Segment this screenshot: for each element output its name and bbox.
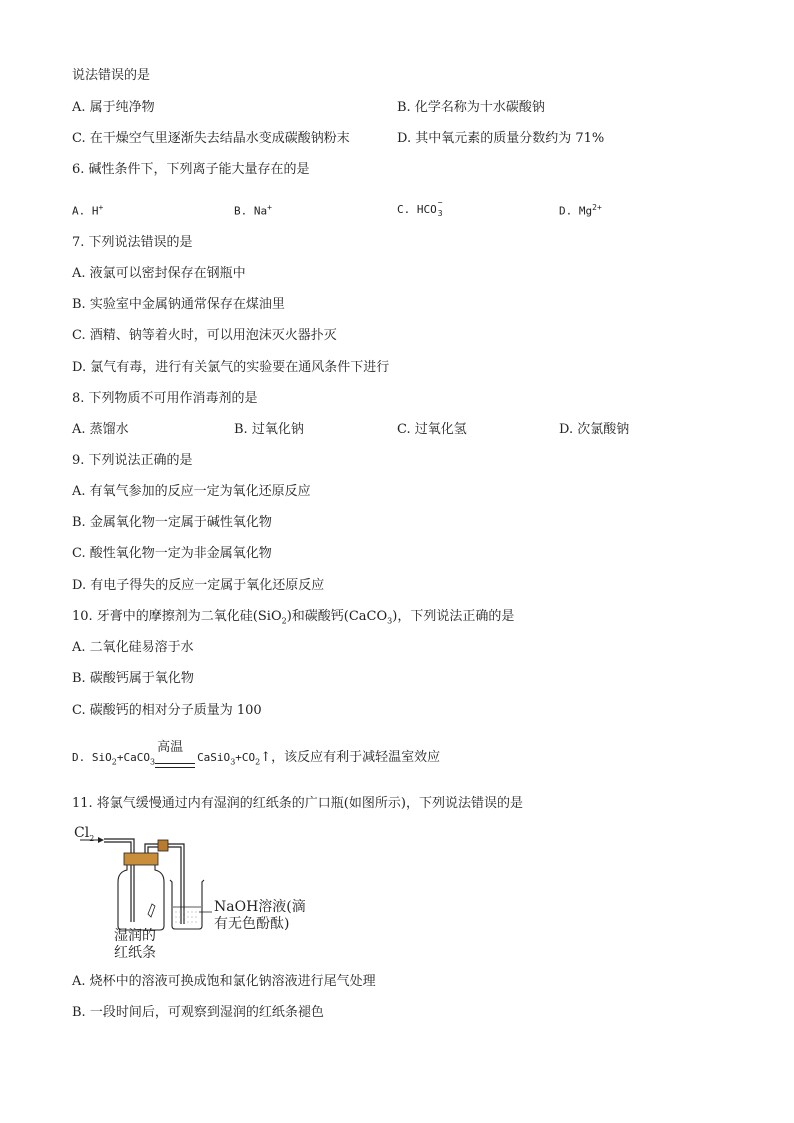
q7-option-d: D. 氯气有毒，进行有关氯气的实验要在通风条件下进行 (72, 360, 390, 375)
q8-option-a: A. 蒸馏水 (72, 422, 129, 437)
q10-option-d: D. SiO$_2$+CaCO$_3$ 高温 $CaSiO_3+CO_2↑$，该反应有利于减轻温室效应 (72, 749, 440, 772)
q10-stem: 10. 牙膏中的摩擦剂为二氧化硅(SiO$_2$)和碳酸钙(CaCO$_3$)，下列说法正确的是 (72, 609, 515, 626)
q8-option-c: C. 过氧化氢 (397, 422, 467, 437)
q6-stem: 6. 碱性条件下，下列离子能大量存在的是 (72, 162, 310, 177)
apparatus-figure (72, 822, 332, 962)
q10-option-a: A. 二氧化硅易溶于水 (72, 640, 194, 655)
reaction-condition: 高温 (155, 754, 197, 772)
q9-option-d: D. 有电子得失的反应一定属于氧化还原反应 (72, 578, 325, 593)
q8-option-d: D. 次氯酸钠 (559, 422, 630, 437)
q10-option-c: C. 碳酸钙的相对分子质量为 100 (72, 703, 262, 718)
q9-stem: 9. 下列说法正确的是 (72, 453, 193, 468)
q5-option-c: C. 在干燥空气里逐渐失去结晶水变成碳酸钠粉末 (72, 131, 350, 146)
q10-option-b: B. 碳酸钙属于氧化物 (72, 671, 194, 686)
q9-option-c: C. 酸性氧化物一定为非金属氧化物 (72, 546, 272, 561)
q7-option-b: B. 实验室中金属钠通常保存在煤油里 (72, 297, 285, 312)
q11-option-b: B. 一段时间后，可观察到湿润的红纸条褪色 (72, 1005, 324, 1020)
naoh-label-line2: 有无色酚酞) (214, 916, 290, 932)
apparatus-drawing (72, 822, 332, 962)
q5-option-d: D. 其中氧元素的质量分数约为 71% (397, 131, 605, 146)
q5-stem-tail: 说法错误的是 (72, 68, 151, 83)
q6-option-d: D. $Mg^{2+}$ (559, 203, 602, 218)
q6-option-c: C. HCO − 3 (397, 198, 443, 218)
q7-option-c: C. 酒精、钠等着火时，可以用泡沫灭火器扑灭 (72, 328, 337, 343)
q9-option-a: A. 有氧气参加的反应一定为氧化还原反应 (72, 484, 311, 499)
paper-label-line2: 红纸条 (114, 945, 156, 961)
paper-label-line1: 湿润的 (114, 928, 156, 944)
q8-option-b: B. 过氧化钠 (234, 422, 304, 437)
q5-option-b: B. 化学名称为十水碳酸钠 (397, 100, 545, 115)
q7-stem: 7. 下列说法错误的是 (72, 235, 193, 250)
q8-stem: 8. 下列物质不可用作消毒剂的是 (72, 391, 258, 406)
q6-option-b: B. Na+ (234, 203, 272, 218)
q5-option-a: A. 属于纯净物 (72, 100, 155, 115)
cl2-label: $Cl_2$ (74, 825, 95, 843)
q11-stem: 11. 将氯气缓慢通过内有湿润的红纸条的广口瓶(如图所示)，下列说法错误的是 (72, 796, 523, 811)
q7-option-a: A. 液氯可以密封保存在钢瓶中 (72, 266, 246, 281)
naoh-label-line1: NaOH溶液(滴 (214, 899, 306, 915)
q9-option-b: B. 金属氧化物一定属于碱性氧化物 (72, 515, 272, 530)
q11-option-a: A. 烧杯中的溶液可换成饱和氯化钠溶液进行尾气处理 (72, 974, 376, 989)
q6-option-a: A. H+ (72, 203, 104, 218)
